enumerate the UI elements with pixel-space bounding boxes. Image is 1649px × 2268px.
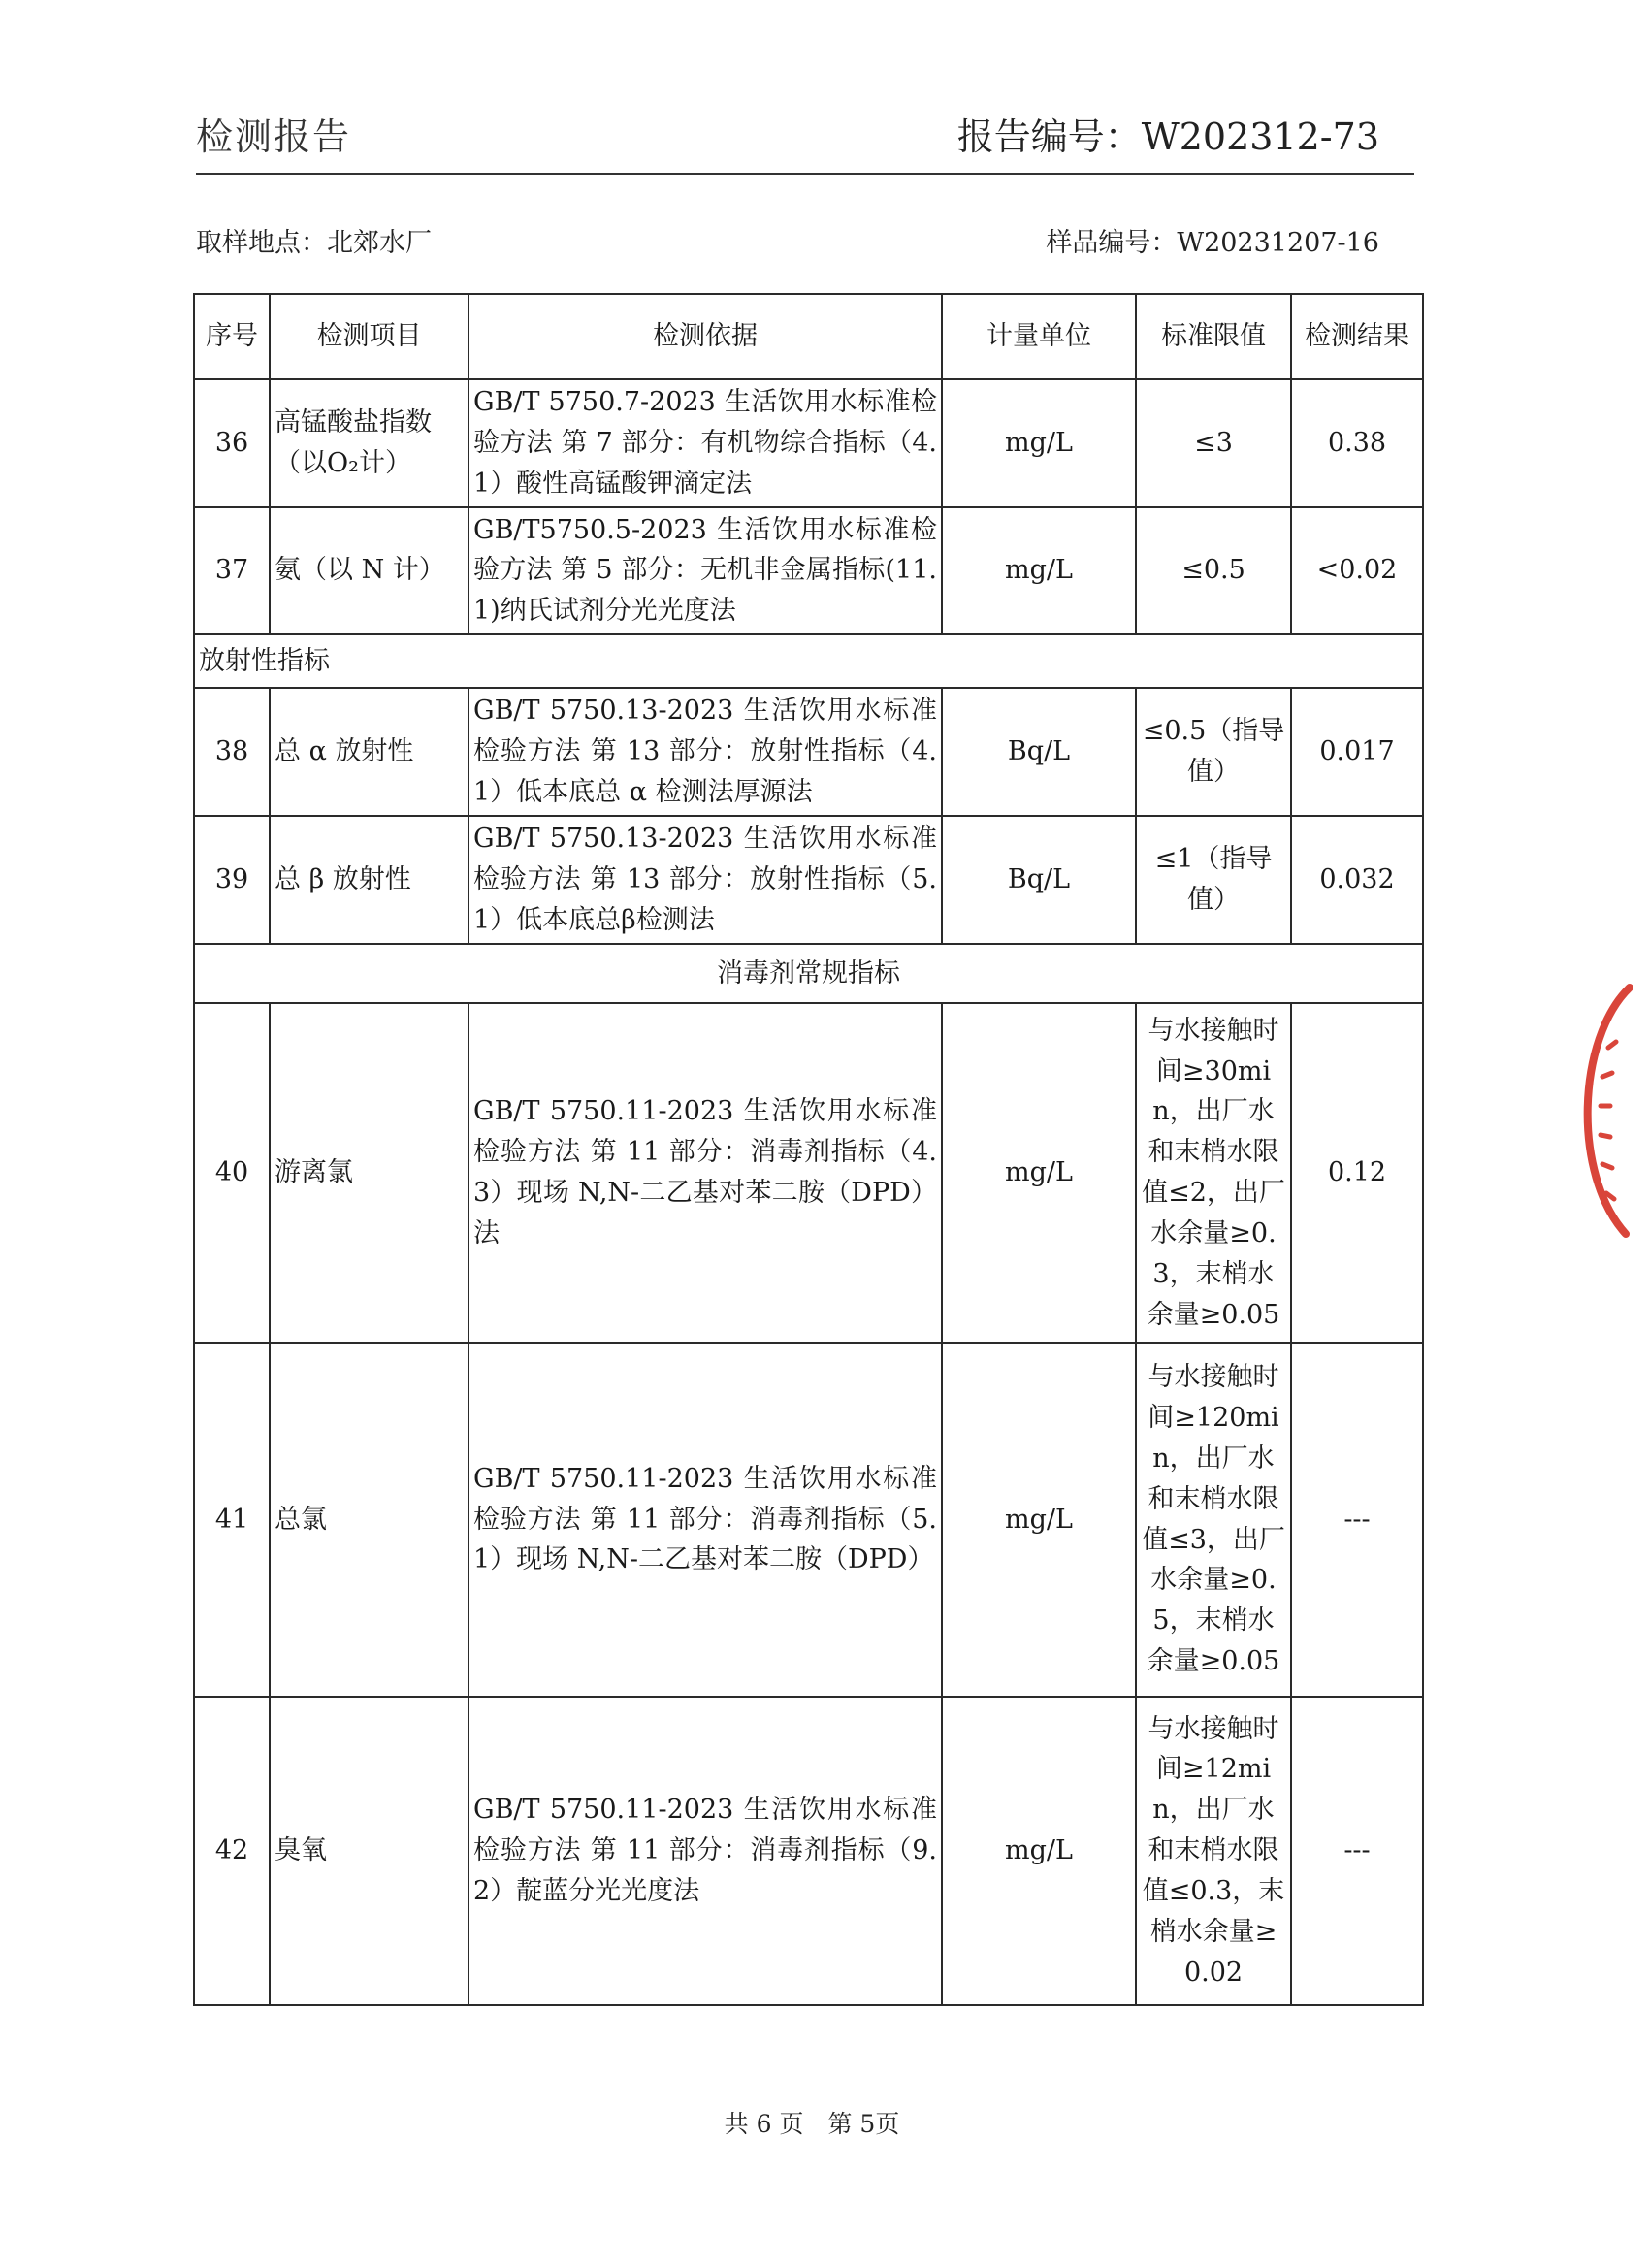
row-item: 总氯 [270,1343,469,1697]
table-row [194,507,1423,635]
row-basis: GB/T 5750.13-2023 生活饮用水标准检验方法 第 13 部分：放射性指标（5.1）低本底总β检测法 [469,816,942,944]
row-result: 0.032 [1291,816,1423,944]
row-item: 游离氯 [270,1003,469,1343]
col-header-result: 检测结果 [1291,294,1423,379]
table-row [194,1343,1423,1697]
sampling-site: 取样地点：北郊水厂 [196,228,432,258]
row-limit: ≤3 [1136,379,1291,507]
page-footer: 共 6 页 第 5页 [724,2110,900,2138]
row-limit: 与水接触时间≥120min，出厂水和末梢水限值≤3，出厂水余量≥0.5，末梢水余量≥0.05 [1136,1343,1291,1697]
row-unit: mg/L [942,1343,1136,1697]
row-unit: Bq/L [942,688,1136,816]
section-title-disinfectant: 消毒剂常规指标 [194,944,1423,1003]
col-header-item: 检测项目 [270,294,469,379]
row-result: --- [1291,1697,1423,2005]
table-row [194,379,1423,507]
row-limit: ≤0.5 [1136,507,1291,635]
section-row [194,634,1423,688]
row-unit: mg/L [942,1003,1136,1343]
row-limit: 与水接触时间≥12min，出厂水和末梢水限值≤0.3，末梢水余量≥0.02 [1136,1697,1291,2005]
row-limit: ≤1（指导值） [1136,816,1291,944]
section-row [194,944,1423,1003]
row-result: 0.38 [1291,379,1423,507]
row-unit: mg/L [942,1697,1136,2005]
row-result: 0.017 [1291,688,1423,816]
row-unit: Bq/L [942,816,1136,944]
row-basis: GB/T 5750.13-2023 生活饮用水标准检验方法 第 13 部分：放射性指标（4.1）低本底总 α 检测法厚源法 [469,688,942,816]
report-number: 报告编号：W202312-73 [956,115,1379,158]
col-header-no: 序号 [194,294,270,379]
row-no: 42 [194,1697,270,2005]
red-seal-stamp [1569,980,1637,1242]
row-item: 臭氧 [270,1697,469,2005]
row-item: 总 β 放射性 [270,816,469,944]
row-no: 38 [194,688,270,816]
row-basis: GB/T5750.5-2023 生活饮用水标准检验方法 第 5 部分：无机非金属指标(11.1)纳氏试剂分光光度法 [469,507,942,635]
row-result: 0.12 [1291,1003,1423,1343]
row-limit: ≤0.5（指导值） [1136,688,1291,816]
row-no: 40 [194,1003,270,1343]
header-rule [196,173,1414,175]
row-no: 39 [194,816,270,944]
table-header-row [194,294,1423,379]
row-result: --- [1291,1343,1423,1697]
col-header-basis: 检测依据 [469,294,942,379]
row-item: 高锰酸盐指数（以O₂计） [270,379,469,507]
row-basis: GB/T 5750.7-2023 生活饮用水标准检验方法 第 7 部分：有机物综合指标（4.1）酸性高锰酸钾滴定法 [469,379,942,507]
row-basis: GB/T 5750.11-2023 生活饮用水标准检验方法 第 11 部分：消毒剂指标（5.1）现场 N,N-二乙基对苯二胺（DPD） [469,1343,942,1697]
seal-inner-marks [1600,1042,1616,1199]
row-item: 总 α 放射性 [270,688,469,816]
table-row [194,816,1423,944]
row-no: 37 [194,507,270,635]
col-header-unit: 计量单位 [942,294,1136,379]
table-row [194,1697,1423,2005]
row-unit: mg/L [942,379,1136,507]
row-basis: GB/T 5750.11-2023 生活饮用水标准检验方法 第 11 部分：消毒剂指标（9.2）靛蓝分光光度法 [469,1697,942,2005]
row-unit: mg/L [942,507,1136,635]
row-basis: GB/T 5750.11-2023 生活饮用水标准检验方法 第 11 部分：消毒剂指标（4.3）现场 N,N-二乙基对苯二胺（DPD）法 [469,1003,942,1343]
results-table [193,293,1424,2006]
table-row [194,1003,1423,1343]
section-title-radioactivity: 放射性指标 [194,634,1423,688]
report-title: 检测报告 [196,115,352,158]
row-item: 氨（以 N 计） [270,507,469,635]
row-no: 36 [194,379,270,507]
col-header-limit: 标准限值 [1136,294,1291,379]
table-row [194,688,1423,816]
row-no: 41 [194,1343,270,1697]
row-limit: 与水接触时间≥30min，出厂水和末梢水限值≤2，出厂水余量≥0.3，末梢水余量≥0.05 [1136,1003,1291,1343]
row-result: <0.02 [1291,507,1423,635]
sample-number: 样品编号：W20231207-16 [1046,228,1379,258]
